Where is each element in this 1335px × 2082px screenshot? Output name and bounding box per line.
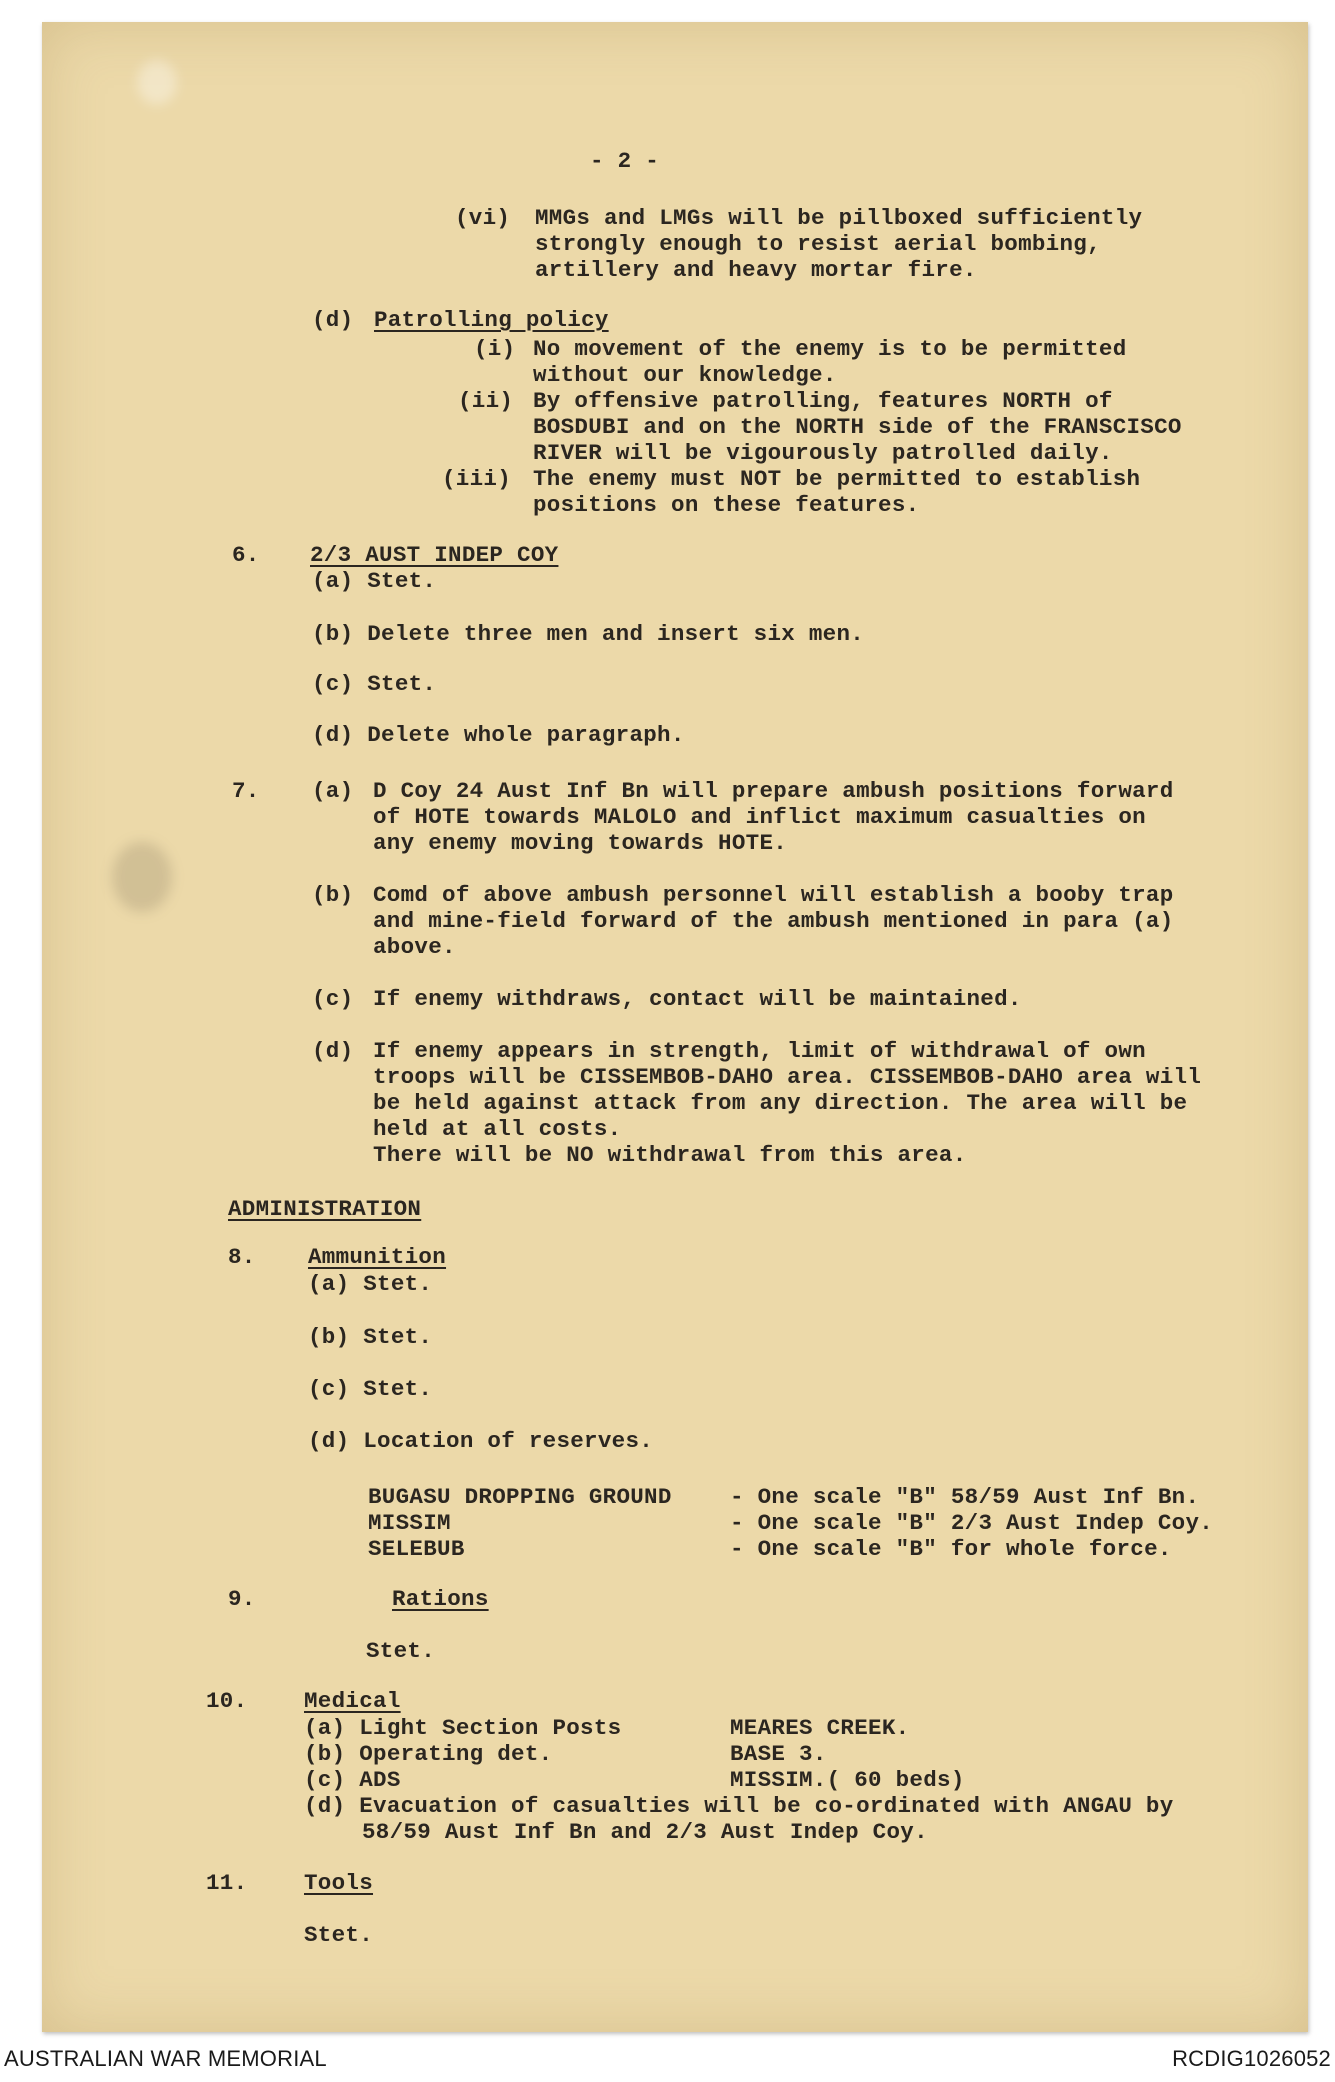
text-line: (c) ADS: [304, 1767, 401, 1793]
location-text: BASE 3.: [730, 1741, 827, 1767]
section-number: 6.: [232, 542, 260, 568]
text-line: (b) Operating det.: [304, 1741, 553, 1767]
section-title: Rations: [392, 1586, 489, 1612]
text-line: There will be NO withdrawal from this area.: [373, 1142, 967, 1168]
item-letter: (c): [312, 986, 354, 1012]
text-line: held at all costs.: [373, 1116, 622, 1142]
text-line: MMGs and LMGs will be pillboxed sufficiently: [535, 205, 1143, 231]
text-line: (d) Location of reserves.: [308, 1428, 654, 1454]
text-line: Comd of above ambush personnel will establish a booby trap: [373, 882, 1174, 908]
text-line: any enemy moving towards HOTE.: [373, 830, 788, 856]
text-line: above.: [373, 934, 456, 960]
section-title: Ammunition: [308, 1244, 447, 1270]
text-line: (a) Stet.: [308, 1271, 433, 1297]
text-line: Stet.: [366, 1638, 436, 1664]
text-line: If enemy appears in strength, limit of withdrawal of own: [373, 1038, 1146, 1064]
text-line: (a) Stet.: [312, 568, 437, 594]
text-line: Stet.: [304, 1922, 374, 1948]
reserve-place: MISSIM: [368, 1510, 451, 1536]
text-line: of HOTE towards MALOLO and inflict maximum casualties on: [373, 804, 1146, 830]
text-line: (d) Evacuation of casualties will be co-ordinated with ANGAU by: [304, 1793, 1174, 1819]
section-title: Medical: [304, 1688, 401, 1714]
text-line: (b) Stet.: [308, 1324, 433, 1350]
section-number: 10.: [206, 1688, 248, 1714]
text-line: (a) Light Section Posts: [304, 1715, 622, 1741]
text-line: troops will be CISSEMBOB-DAHO area. CISSEMBOB-DAHO area will: [373, 1064, 1202, 1090]
sub-item-number: (iii): [442, 466, 512, 492]
section-number: 11.: [206, 1870, 248, 1896]
ink-smudge: [112, 842, 172, 912]
text-line: The enemy must NOT be permitted to establish: [533, 466, 1141, 492]
reserve-detail: - One scale "B" for whole force.: [730, 1536, 1172, 1562]
section-title: Tools: [304, 1870, 374, 1896]
item-letter: (b): [312, 882, 354, 908]
reserve-place: SELEBUB: [368, 1536, 465, 1562]
text-line: (b) Delete three men and insert six men.: [312, 621, 865, 647]
section-title: 2/3 AUST INDEP COY: [310, 542, 559, 568]
section-number: 9.: [228, 1586, 256, 1612]
text-line: without our knowledge.: [533, 362, 837, 388]
footer-right: RCDIG1026052: [1172, 2046, 1331, 2071]
text-line: positions on these features.: [533, 492, 920, 518]
text-line: No movement of the enemy is to be permitted: [533, 336, 1127, 362]
section-number: 7.: [232, 778, 260, 804]
location-text: MISSIM.( 60 beds): [730, 1767, 965, 1793]
text-line: By offensive patrolling, features NORTH of: [533, 388, 1113, 414]
text-line: (d) Delete whole paragraph.: [312, 722, 685, 748]
section-title: Patrolling policy: [374, 307, 609, 333]
text-line: (c) Stet.: [312, 671, 437, 697]
text-line: strongly enough to resist aerial bombing,: [535, 231, 1101, 257]
reserve-detail: - One scale "B" 2/3 Aust Indep Coy.: [730, 1510, 1214, 1536]
item-letter: (a): [312, 778, 354, 804]
administration-heading: ADMINISTRATION: [228, 1196, 422, 1222]
text-line: be held against attack from any direction. The area will be: [373, 1090, 1188, 1116]
sub-item-number: (ii): [458, 388, 514, 414]
reserve-place: BUGASU DROPPING GROUND: [368, 1484, 672, 1510]
sub-item-number: (vi): [455, 205, 511, 231]
text-line: 58/59 Aust Inf Bn and 2/3 Aust Indep Coy.: [362, 1819, 928, 1845]
reserve-detail: - One scale "B" 58/59 Aust Inf Bn.: [730, 1484, 1200, 1510]
location-text: MEARES CREEK.: [730, 1715, 910, 1741]
item-letter: (d): [312, 307, 354, 333]
text-line: artillery and heavy mortar fire.: [535, 257, 977, 283]
section-number: 8.: [228, 1244, 256, 1270]
sub-item-number: (i): [474, 336, 516, 362]
document-page: [42, 22, 1308, 2032]
page-number: - 2 -: [590, 148, 660, 174]
staple-mark: [137, 60, 177, 105]
text-line: If enemy withdraws, contact will be maintained.: [373, 986, 1022, 1012]
text-line: and mine-field forward of the ambush mentioned in para (a): [373, 908, 1174, 934]
footer-left: AUSTRALIAN WAR MEMORIAL: [4, 2046, 327, 2071]
text-line: RIVER will be vigourously patrolled daily.: [533, 440, 1113, 466]
item-letter: (d): [312, 1038, 354, 1064]
text-line: (c) Stet.: [308, 1376, 433, 1402]
text-line: BOSDUBI and on the NORTH side of the FRANSCISCO: [533, 414, 1182, 440]
text-line: D Coy 24 Aust Inf Bn will prepare ambush positions forward: [373, 778, 1174, 804]
